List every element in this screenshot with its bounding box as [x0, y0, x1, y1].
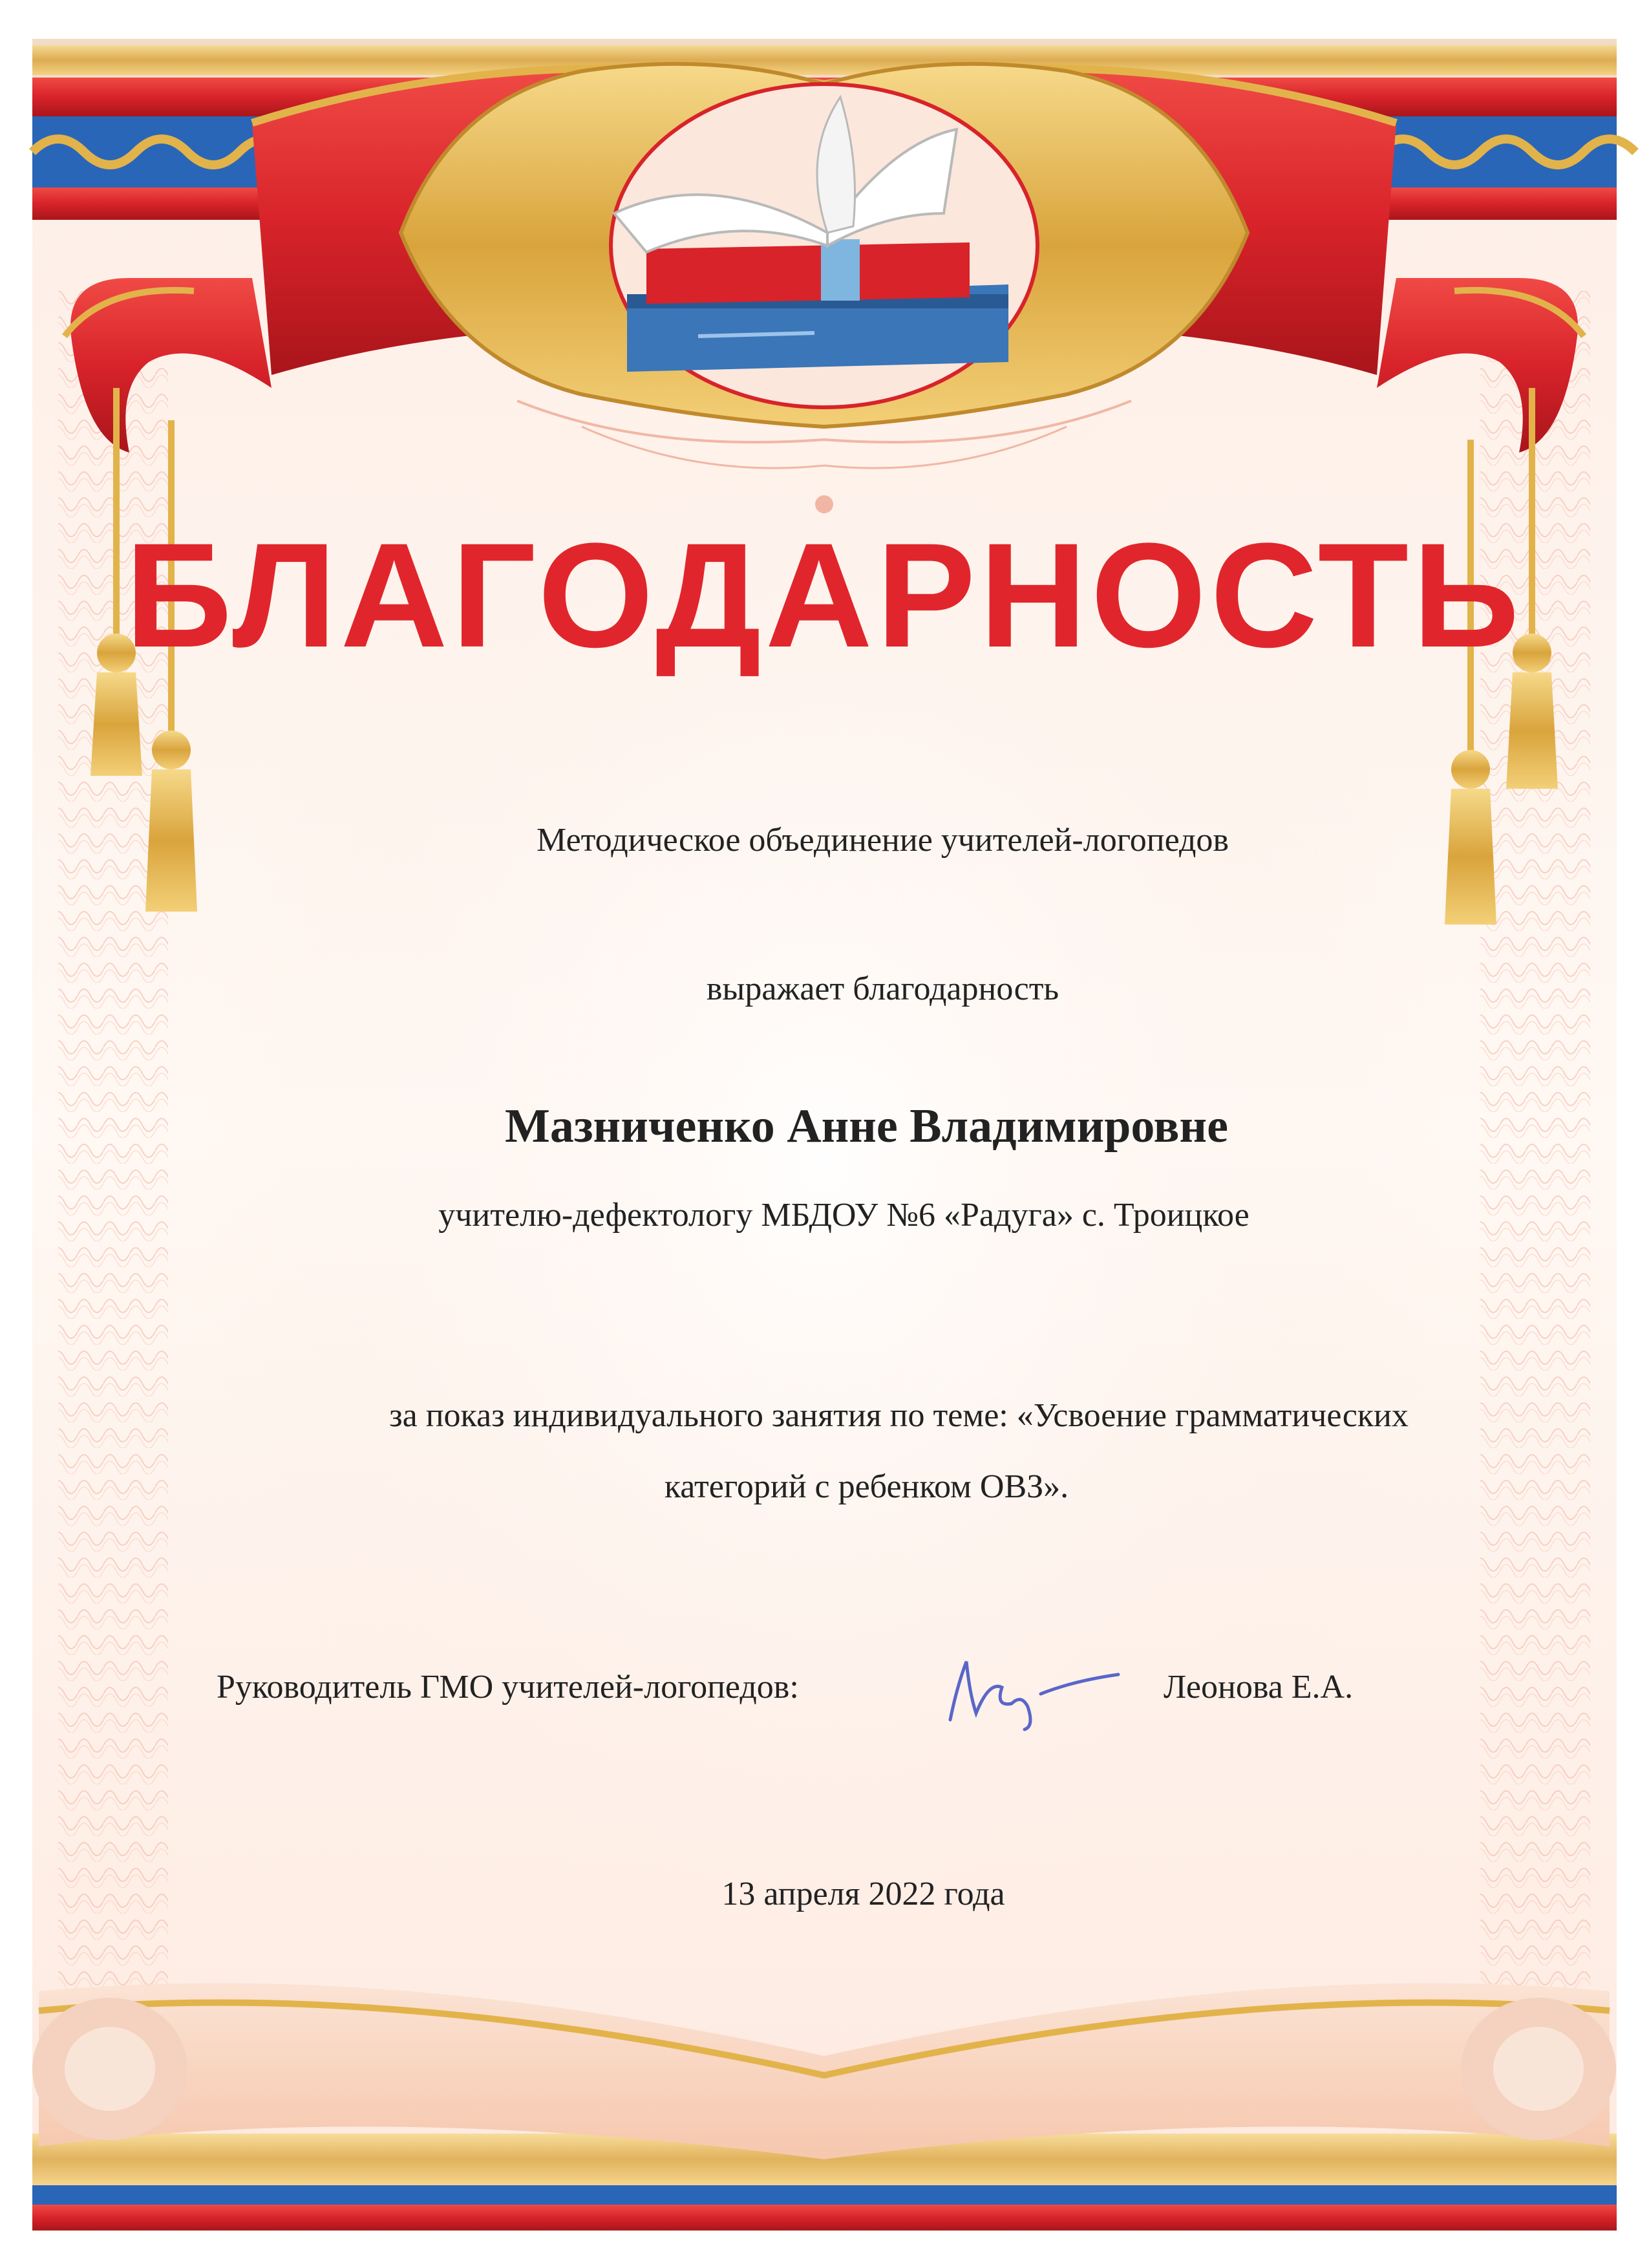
- books-icon: [401, 64, 1248, 427]
- title-text: БЛАГОДАРНОСТЬ: [125, 512, 1524, 678]
- organization-text: Методическое объединение учителей-логопедов: [537, 822, 1229, 859]
- signature-icon: [931, 1642, 1125, 1733]
- signatory-role: Руководитель ГМО учителей-логопедов:: [217, 1669, 799, 1706]
- expresses-text: выражает благодарность: [706, 970, 1059, 1007]
- reason-line-2: категорий с ребенком ОВЗ».: [664, 1468, 1069, 1505]
- reason-line-1: за показ индивидуального занятия по теме: «Усвоение грамматических: [389, 1397, 1409, 1434]
- signatory-name: Леонова Е.А.: [1164, 1669, 1354, 1706]
- recipient-name: Мазниченко Анне Владимировне: [504, 1100, 1229, 1153]
- recipient-position: учителю-дефектологу МБДОУ №6 «Радуга» с. Троицкое: [438, 1197, 1250, 1234]
- issue-date: 13 апреля 2022 года: [721, 1876, 1005, 1912]
